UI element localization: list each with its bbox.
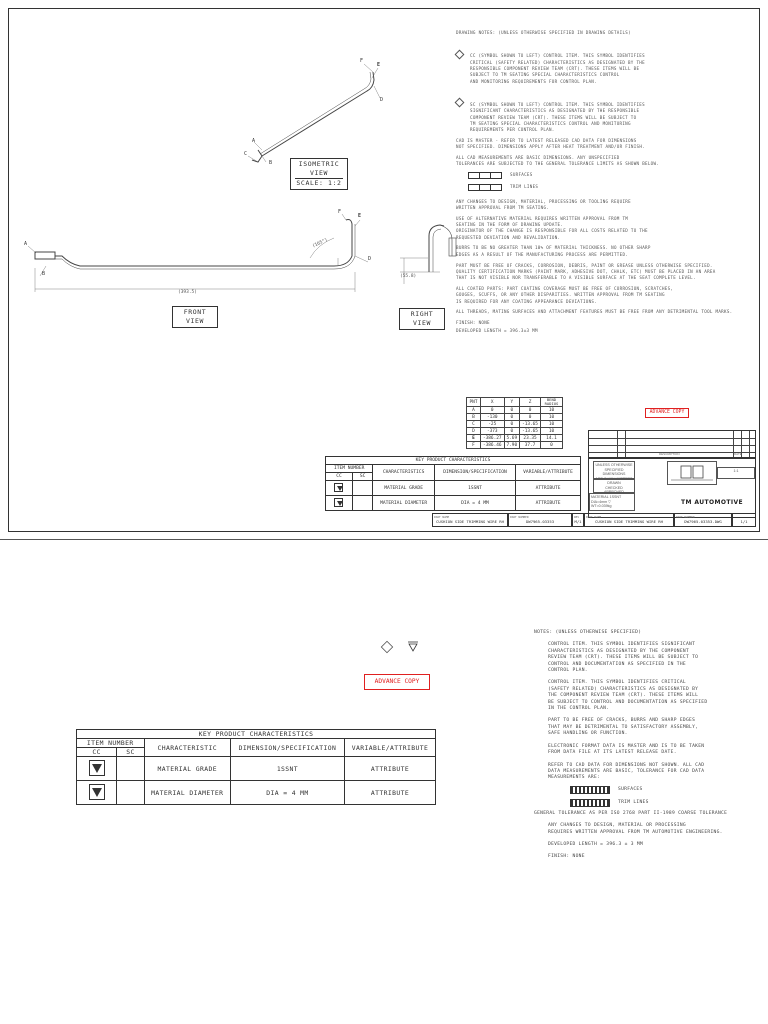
kpc-row-attr: ATTRIBUTE (345, 757, 436, 781)
kpc-row-name: MATERIAL DIAMETER (144, 781, 230, 805)
sc-triangle-icon (77, 781, 117, 805)
company-name: TM AUTOMOTIVE (680, 499, 743, 506)
cc-triangle-icon (77, 757, 117, 781)
revision-grid (588, 430, 756, 458)
pt-cell: 10 (540, 428, 562, 435)
surfaces-tolerance-box (468, 172, 502, 179)
kpc-row-name: MATERIAL GRADE (373, 481, 435, 496)
cap-part-name-2: PART NAME (586, 514, 602, 519)
kpc-cc: CC (77, 748, 117, 757)
title-block (588, 458, 756, 518)
kpc-title: KEY PRODUCT CHARACTERISTICS (77, 730, 436, 739)
legend-surfaces (468, 172, 756, 179)
label-c-iso: C (244, 151, 248, 157)
kpc-row-attr: ATTRIBUTE (516, 481, 581, 496)
table-row (77, 757, 436, 781)
table-row (77, 781, 436, 805)
pt-cell: 37.7 (520, 442, 541, 449)
right-view-label: RIGHT VIEW (399, 308, 445, 330)
note-changes: ANY CHANGES TO DESIGN, MATERIAL, PROCESSING OR TOOLING REQUIRE WRITTEN APPROVAL FROM TM SEATING. (456, 198, 631, 210)
trim-lines-tolerance-box (468, 184, 502, 191)
label-a-iso: A (252, 138, 256, 144)
front-view-label: FRONT VIEW (172, 306, 218, 328)
lower-note-3: PART TO BE FREE OF CRACKS, BURRS AND SHARP EDGES THAT MAY BE DETRIMENTAL TO SATISFACTORY ASSEMBLY, SAFE HANDLING OR FUNCTION. (548, 718, 699, 737)
dwg-number: DW7965-03353.DWG (684, 519, 722, 524)
pt-cell: 10 (540, 414, 562, 421)
point-table (466, 397, 563, 449)
pt-cell: 5.69 (504, 435, 520, 442)
label-f-iso: F (360, 58, 364, 64)
kpc-title: KEY PRODUCT CHARACTERISTICS (326, 457, 581, 465)
table-row (467, 435, 563, 442)
note-developed-length: DEVELOPED LENGTH = 396.3±3 MM (456, 328, 538, 334)
cap-rev: REV (574, 514, 580, 519)
sc-diamond-icon (455, 98, 465, 108)
wire-diameter: DIA=4mm (591, 499, 608, 504)
isometric-view-label (290, 158, 348, 190)
kpc-characteristics: CHARACTERISTICS (373, 465, 435, 481)
kpc-row-attr: ATTRIBUTE (345, 781, 436, 805)
kpc-sc: SC (352, 473, 372, 481)
lower-legend-surfaces (570, 786, 754, 794)
kpc-row-name: MATERIAL GRADE (144, 757, 230, 781)
note-cc (456, 41, 756, 85)
lower-note-1: CONTROL ITEM. THIS SYMBOL IDENTIFIES SIGNIFICANT CHARACTERISTICS AS DESIGNATED BY THE COMPONENT REVIEW TEAM (CRT). THESE ITEMS WILL BE SUBJECT TO CONTROL AND DOCUMENTATION AS SPECIFIED IN THE CONTROL PLAN. (548, 642, 699, 674)
note-sc (456, 89, 756, 133)
triangle-symbol-icon (406, 640, 420, 654)
part-name: CUSHION SIDE TRIMMING WIRE RH (436, 519, 504, 524)
lower-note-6: GENERAL TOLERANCE AS PER ISO 2768 PART II-1989 COARSE TOLERANCE (534, 810, 728, 816)
pt-cell: 0 (504, 428, 520, 435)
strip-part-name (432, 513, 508, 527)
scale-box (717, 467, 755, 479)
lower-surfaces-box (570, 786, 610, 794)
pt-cell: 7.90 (504, 442, 520, 449)
rev-description-caption: DESCRIPTION (659, 452, 680, 456)
table-row (326, 496, 581, 511)
scale-value: 1:1 (733, 469, 739, 473)
table-row (467, 442, 563, 449)
cap-dwg-number: PART NUMBER (676, 514, 695, 519)
rev-value: M/1 (574, 519, 582, 524)
surfaces-label: SURFACES (510, 171, 533, 177)
note-sc-text: SC (SYMBOL SHOWN TO LEFT) CONTROL ITEM. THIS SYMBOL IDENTIFIES SIGNIFICANT CHARACTERISTICS AS DESIGNATED BY THE RESPONSIBLE COMPONENT REVIEW TEAM (CRT). THESE ITEMS WILL BE SUBJECT TO TM SEATING SPECIAL CHARACTERISTICS CONTROL AND MONITORING REQUIREMENTS PER CONTROL PLAN. (470, 101, 645, 133)
surface-finish-icon: ▽ (608, 499, 611, 504)
pt-cell: -25 (481, 421, 505, 428)
advance-copy-stamp: ADVANCE COPY (645, 408, 689, 418)
strip-dwg-number (674, 513, 732, 527)
pt-cell: 0 (540, 442, 562, 449)
lower-notes-header: NOTES: (UNLESS OTHERWISE SPECIFIED) (534, 630, 642, 635)
table-row (467, 414, 563, 421)
strip-rev (572, 513, 584, 527)
lower-note-9: FINISH: NONE (548, 854, 585, 860)
kpc-row-name: MATERIAL DIAMETER (373, 496, 435, 511)
kpc-sc-cell (117, 757, 144, 781)
pt-cell: D (467, 428, 481, 435)
pt-cell: -13.65 (520, 421, 541, 428)
drawing-notes (456, 30, 756, 339)
pt-cell: E (467, 435, 481, 442)
note-finish: FINISH: NONE (456, 320, 490, 326)
lower-legend-trim (570, 799, 754, 807)
pt-cell: 0 (520, 414, 541, 421)
pt-cell: A (467, 407, 481, 414)
pt-cell: B (467, 414, 481, 421)
note-burrs: BURRS TO BE NO GREATER THAN 10% OF MATERIAL THICKNESS. NO OTHER SHARP EDGES AS A RESULT OF THE MANUFACTURING PROCESS ARE PERMITTED. (456, 245, 651, 257)
material-label: MATERIAL (591, 495, 609, 499)
lower-note-4: ELECTRONIC FORMAT DATA IS MASTER AND IS TO BE TAKEN FROM DATA FILE AT ITS LATEST RELEASE DATE. (548, 743, 705, 756)
kpc-sc-cell (352, 481, 372, 496)
lower-trim-box (570, 799, 610, 807)
lower-note-5: REFER TO CAD DATA FOR DIMENSIONS NOT SHOWN. ALL CAD DATA MEASUREMENTS ARE BASIC, TOLERANCE FOR CAD DATA MEASUREMENTS ARE: (548, 762, 705, 781)
pt-cell: 0 (504, 407, 520, 414)
lower-trim-label: TRIM LINES (618, 799, 649, 805)
key-product-characteristics-table (325, 456, 581, 511)
pt-cell: -130 (481, 414, 505, 421)
label-a-front: A (24, 241, 28, 247)
kpc-dimension: DIMENSION/SPECIFICATION (434, 465, 515, 481)
label-d-front: D (368, 256, 372, 262)
lower-note-8: DEVELOPED LENGTH = 396.3 ± 3 MM (548, 841, 644, 847)
pt-cell: 0 (481, 407, 505, 414)
legend-trim-lines (468, 184, 756, 191)
key-product-characteristics-table-large (76, 729, 436, 805)
diamond-symbol-icon (380, 640, 394, 654)
angle-dimension: (165°) (311, 237, 329, 250)
kpc-variable: VARIABLE/ATTRIBUTE (345, 739, 436, 757)
isometric-wire (252, 72, 374, 162)
strip-part-name-2 (584, 513, 674, 527)
pt-cell: C (467, 421, 481, 428)
notes-header: DRAWING NOTES: (UNLESS OTHERWISE SPECIFIED IN DRAWING DETAILS) (456, 30, 631, 35)
pt-cell: 10 (540, 407, 562, 414)
pt-cell: -373 (481, 428, 505, 435)
sheet-value: 1/1 (740, 519, 748, 524)
title-cell-a: UNLESS OTHERWISE SPECIFIED DIMENSIONS ARE IN MILLIMETERS (593, 461, 635, 479)
pt-cell: -386.27 (481, 435, 505, 442)
rev-date-caption: DATE (734, 452, 742, 456)
right-dimension: (55.8) (400, 274, 417, 279)
cc-triangle-icon (326, 481, 353, 496)
label-b-front: B (42, 271, 46, 277)
table-row (467, 407, 563, 414)
label-f-front: F (338, 209, 342, 215)
pt-h-x: X (481, 398, 505, 407)
kpc-row-attr: ATTRIBUTE (516, 496, 581, 511)
lower-note-2: CONTROL ITEM. THIS SYMBOL IDENTIFIES CRITICAL (SAFETY RELATED) CHARACTERISTICS AS DESIGNATED BY THE COMPONENT REVIEW TEAM (CRT). THESE ITEMS WILL BE SUBJECT TO CONTROL AND DOCUMENTATION AS SPECIFIED IN THE CONTROL PLAN. (548, 680, 708, 712)
note-alternative: USE OF ALTERNATIVE MATERIAL REQUIRES WRITTEN APPROVAL FROM TM SEATING IN THE FORM OF DRAWING UPDATE. ORIGINATOR OF THE CHANGE IS RESPONSIBLE FOR ALL COSTS RELATED TO THE REQUESTED DEVIATION AND REVALIDATION. (456, 215, 648, 240)
pt-h-z: Z (520, 398, 541, 407)
kpc-sc-cell (117, 781, 144, 805)
cc-diamond-icon (455, 49, 465, 59)
right-view-wire (429, 225, 456, 272)
kpc-item-number: ITEM NUMBER (77, 739, 145, 748)
point-table-header (467, 398, 563, 407)
title-strip (432, 513, 756, 527)
kpc-sc-cell (352, 496, 372, 511)
table-row (467, 421, 563, 428)
advance-copy-stamp-large: ADVANCE COPY (364, 674, 430, 690)
pt-cell: 0 (504, 414, 520, 421)
note-cc-text: CC (SYMBOL SHOWN TO LEFT) CONTROL ITEM. THIS SYMBOL IDENTIFIES CRITICAL (SAFETY RELATED) CHARACTERISTICS AS DESIGNATED BY THE RESPONSIBLE COMPONENT REVIEW TEAM (CRT). THESE ITEMS WILL BE SUBJECT TO TM SEATING SPECIAL CHARACTERISTICS CONTROL AND MONITORING REQUIREMENTS FOR CONTROL PLAN. (470, 53, 645, 84)
pt-cell: 14.1 (540, 435, 562, 442)
title-cell-b: DRAWN CHECKED APPROVED (593, 479, 635, 493)
isometric-view-title: ISOMETRIC VIEW (295, 160, 343, 179)
note-coated: ALL COATED PARTS: PART COATING COVERAGE MUST BE FREE OF CORROSION, SCRATCHES, GOUGES, SCUFFS, OR ANY OTHER DISPARITIES. WRITTEN APPROVAL FROM TM SEATING IS REQUIRED FOR ANY COATING APPEARANCE DEVIATIONS. (456, 285, 674, 304)
label-d-iso: D (380, 97, 384, 103)
pt-cell: -13.65 (520, 428, 541, 435)
cc-triangle-icon (326, 496, 353, 511)
note-cad: CAD IS MASTER - REFER TO LATEST RELEASED CAD DATA FOR DIMENSIONS NOT SPECIFIED. DIMENSIONS APPLY AFTER HEAT TREATMENT AND/OR FINISH. (456, 137, 646, 150)
cap-part-number: PART NUMBER (510, 514, 529, 519)
symbol-legend (380, 640, 420, 654)
table-row (326, 481, 581, 496)
weight-value: WT=0.039kg (591, 504, 612, 508)
kpc-row-spec: DIA = 4 MM (230, 781, 344, 805)
pt-cell: F (467, 442, 481, 449)
strip-part-number (508, 513, 572, 527)
pt-cell: 0 (504, 421, 520, 428)
lower-note-7: ANY CHANGES TO DESIGN, MATERIAL OR PROCESSING REQUIRES WRITTEN APPROVAL FROM TM AUTOMOTIVE ENGINEERING. (548, 823, 723, 835)
pt-cell: -386.46 (481, 442, 505, 449)
kpc-dimension: DIMENSION/SPECIFICATION (230, 739, 344, 757)
logo-box (667, 461, 717, 485)
note-free: PART MUST BE FREE OF CRACKS, CORROSION, DEBRIS, PAINT OR GREASE UNLESS OTHERWISE SPECIFIED. QUALITY CERTIFICATION MARKS (PAINT MARK, ADHESIVE DOT, CHALK, ETC) MUST BE PLACED IN AN AREA THAT IS NOT VISIBLE NOR TRANSFERABLE TO A VISIBLE SURFACE AT THE SEAT COMPLETE LEVEL. (456, 262, 716, 281)
pt-h-y: Y (504, 398, 520, 407)
material-box (589, 493, 635, 511)
lower-surfaces-label: SURFACES (618, 786, 643, 792)
pt-cell: 23.35 (520, 435, 541, 442)
note-threads: ALL THREADS, MATING SURFACES AND ATTACHMENT FEATURES MUST BE FREE FROM ANY DETRIMENTAL TOOL MARKS. (456, 309, 733, 315)
kpc-sc: SC (117, 748, 144, 757)
kpc-row-spec: 1SSNT (230, 757, 344, 781)
label-e-iso: E (377, 62, 381, 68)
pt-cell: 10 (540, 421, 562, 428)
kpc-item-number: ITEM NUMBER (326, 465, 373, 473)
note-basic: ALL CAD MEASUREMENTS ARE BASIC DIMENSIONS. ANY UNSPECIFIED TOLERANCES ARE SUBJECTED TO THE GENERAL TOLERANCE LIMITS AS SHOWN BELOW. (456, 155, 660, 167)
tm-logo-icon (669, 463, 715, 483)
strip-sheet (732, 513, 756, 527)
pt-h-radius: BEND RADIUS (540, 398, 562, 407)
trim-lines-label: TRIM LINES (510, 183, 539, 189)
kpc-characteristic: CHARACTERISTIC (144, 739, 230, 757)
isometric-view-scale: SCALE: 1:2 (296, 179, 342, 187)
label-e-front: E (358, 213, 362, 219)
front-view-wire (35, 220, 355, 270)
part-name-2: CUSHION SIDE TRIMMING WIRE RH (595, 519, 663, 524)
cap-part-name: PART NAME (434, 514, 450, 519)
part-number: DW7965-03353 (525, 519, 555, 524)
material-value: 1SSNT (609, 495, 622, 499)
overall-dimension: (393.5) (178, 290, 197, 295)
label-b-iso: B (269, 160, 273, 166)
kpc-row-spec: 1SSNT (434, 481, 515, 496)
kpc-variable: VARIABLE/ATTRIBUTE (516, 465, 581, 481)
table-row (467, 428, 563, 435)
kpc-cc: CC (326, 473, 353, 481)
kpc-row-spec: DIA = 4 MM (434, 496, 515, 511)
pt-cell: 0 (520, 407, 541, 414)
lower-notes (534, 630, 754, 867)
pt-h-pnt: PNT (467, 398, 481, 407)
